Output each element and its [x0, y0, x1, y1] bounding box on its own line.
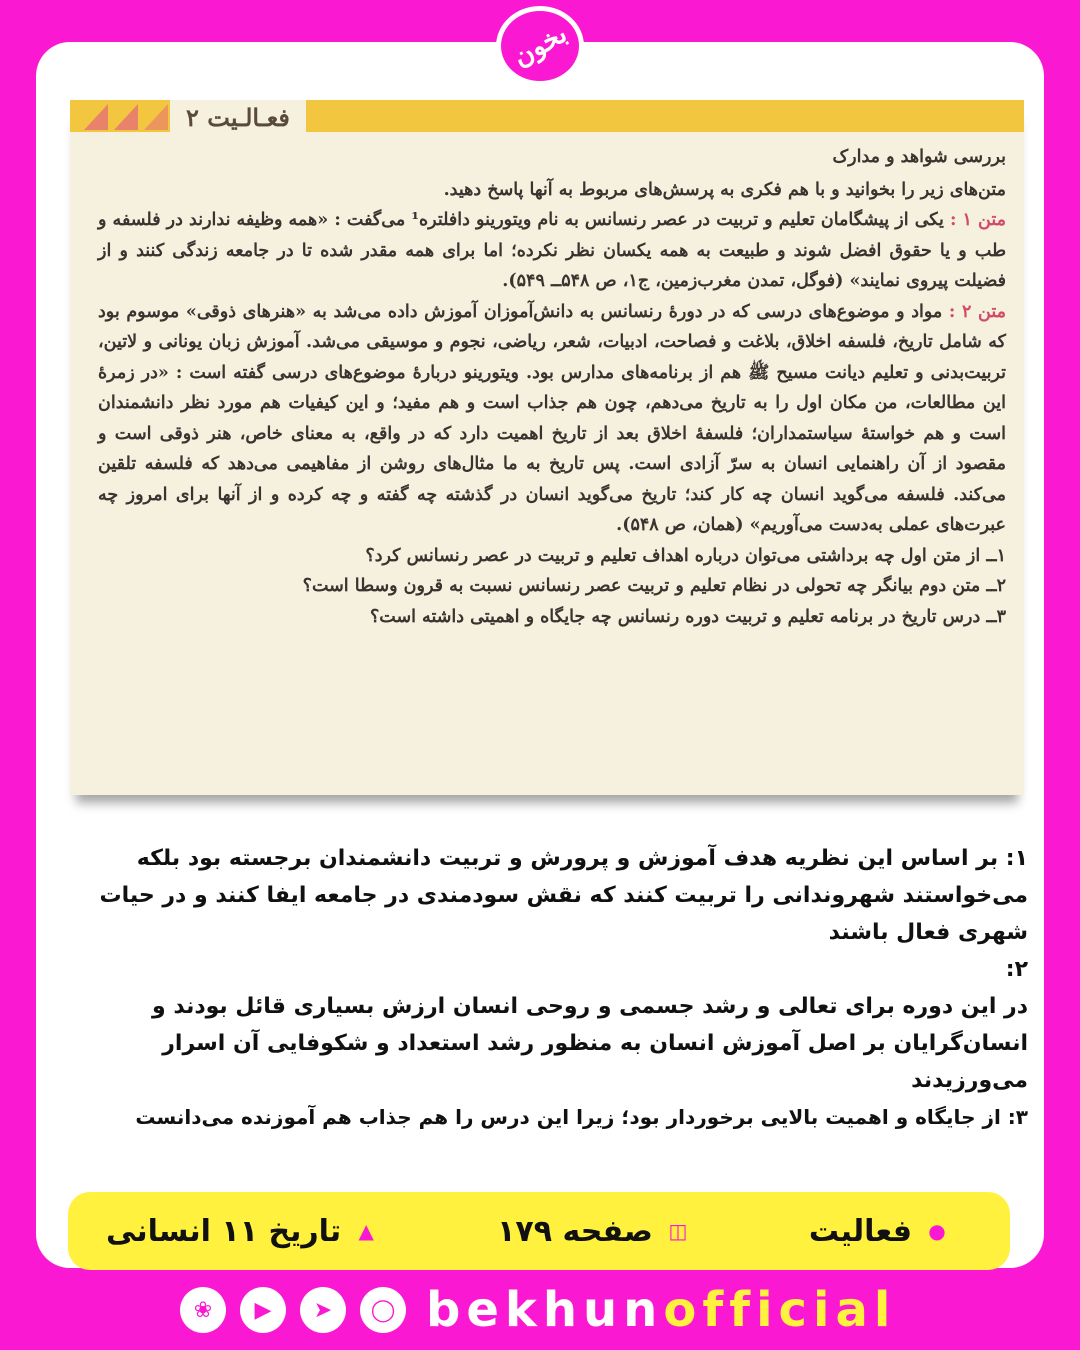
bar-page-label: صفحه ۱۷۹	[497, 1213, 653, 1249]
instagram-icon[interactable]: ◯	[360, 1287, 406, 1333]
question-2: ۲ــ متن دوم بیانگر چه تحولی در نظام تعلیم و تربیت عصر رنسانس نسبت به قرون وسطا است؟	[302, 576, 1006, 596]
bar-subject	[106, 1214, 381, 1249]
logo-text: بخون	[508, 18, 572, 74]
section-heading: بررسی شواهد و مدارک	[832, 147, 1006, 167]
telegram-icon[interactable]: ➤	[300, 1287, 346, 1333]
decor-triangle-icon	[114, 104, 138, 130]
question-1: ۱ــ از متن اول چه برداشتی می‌توان درباره اهداف تعلیم و تربیت در عصر رنسانس کرد؟	[365, 545, 1006, 566]
bekhun-logo	[496, 6, 584, 86]
brand-part-1: bekhun	[426, 1282, 664, 1338]
answer-1: ۱: بر اساس این نظریه هدف آموزش و پرورش و تربیت دانشمندان برجسته بود بلکه می‌خواستند شهروندانی را تربیت کنند که نقش سودمندی در جامعه ایفا کنند و در حیات شهری فعال باشند	[99, 846, 1028, 945]
brand-part-2: official	[663, 1282, 897, 1338]
info-bar	[68, 1192, 1010, 1270]
answer-2-label: ۲:	[1005, 957, 1028, 982]
answers-block	[52, 840, 1028, 1136]
social-footer	[180, 1282, 896, 1338]
answer-2: در این دوره برای تعالی و رشد جسمی و روحی انسان ارزش بسیاری قائل بودند و انسان‌گرایان بر اصل آموزش انسان به منظور رشد استعداد و شکوفایی آن اسرار می‌ورزیدند	[152, 994, 1028, 1093]
textbook-page-image	[70, 100, 1024, 795]
text-2	[98, 297, 1006, 541]
text-2-label: متن ۲ :	[948, 301, 1007, 322]
question-3: ۳ــ درس تاریخ در برنامه تعلیم و تربیت دوره رنسانس چه جایگاه و اهمیتی داشته است؟	[369, 606, 1006, 627]
decor-triangle-icon	[84, 104, 108, 130]
teacher-icon: ●	[928, 1219, 946, 1243]
activity-title: فعـالـیت ۲	[170, 100, 306, 134]
activity-header	[70, 100, 1024, 132]
text-1-label: متن ۱ :	[949, 210, 1007, 230]
bar-subject-label: تاریخ ۱۱ انسانی	[106, 1213, 342, 1249]
youtube-icon[interactable]: ▶	[240, 1287, 286, 1333]
open-book-icon: ◫	[668, 1219, 688, 1243]
graduation-cap-icon: ▲	[358, 1219, 374, 1243]
text-1-body: یکی از پیشگامان تعلیم و تربیت در عصر رنسانس به نام ویتورینو دافلتره¹ می‌گفت : «همه وظیفه ندارند در فلسفه و طب و یا حقوق افضل شوند و طبیعت به همه یکسان نظر نکرده؛ اما برای همه مقدر شده تا در جامعه زندگی کنند و از فضیلت پیروی نمایند» (فوگل، تمدن مغرب‌زمین، ج۱، ص ۵۴۸ــ ۵۴۹).	[98, 210, 1006, 291]
text-1	[98, 205, 1006, 297]
textbook-body	[98, 142, 1006, 632]
bar-page	[497, 1214, 693, 1249]
brand-handle	[426, 1282, 896, 1338]
answer-3: ۳: از جایگاه و اهمیت بالایی برخوردار بود؛ زیرا این درس را هم جذاب هم آموزنده می‌دانست	[135, 1105, 1028, 1129]
bar-activity	[809, 1214, 952, 1249]
text-2-body: مواد و موضوع‌های درسی که در دورهٔ رنسانس به دانش‌آموزان آموزش داده می‌شد به «هنرهای ذوقی» موسوم بود که شامل تاریخ، فلسفه اخلاق، بلاغت و فصاحت، ادبیات، شعر، ریاضی، نجوم و موسیقی می‌شد. آموزش زبان یونانی و لاتین، تربیت‌بدنی و تعلیم دیانت مسیح ﷺ هم از برنامه‌های مدارس بود. ویتورینو دربارهٔ موضوع‌های درسی گفته است : «در زمرهٔ این مطالعات، من مکان اول را به تاریخ می‌دهم، چون هم جذاب است و هم مفید؛ و این کیفیات هم مورد نظر دانشمندان است و هم خواستهٔ سیاستمداران؛ فلسفهٔ اخلاق بعد از تاریخ اهمیت دارد که در واقع، به معنای خاص، هنر ذوقی است و مقصود از آن راهنمایی انسان به سرّ آزادی است. پس تاریخ به ما مثال‌های روشن از مفاهیمی می‌دهد که فلسفه تلقین می‌کند. فلسفه می‌گوید انسان چه کار کند؛ تاریخ می‌گوید انسان در گذشته چه گفته و چه کرده و از آنها برای امروز چه عبرت‌های عملی به‌دست می‌آوریم» (همان، ص ۵۴۸).	[98, 301, 1006, 535]
decor-triangle-icon	[144, 104, 168, 130]
bar-activity-label: فعالیت	[808, 1213, 912, 1249]
aparat-icon[interactable]: ❀	[180, 1287, 226, 1333]
intro-text: متن‌های زیر را بخوانید و با هم فکری به پرسش‌های مربوط به آنها پاسخ دهید.	[443, 179, 1006, 200]
